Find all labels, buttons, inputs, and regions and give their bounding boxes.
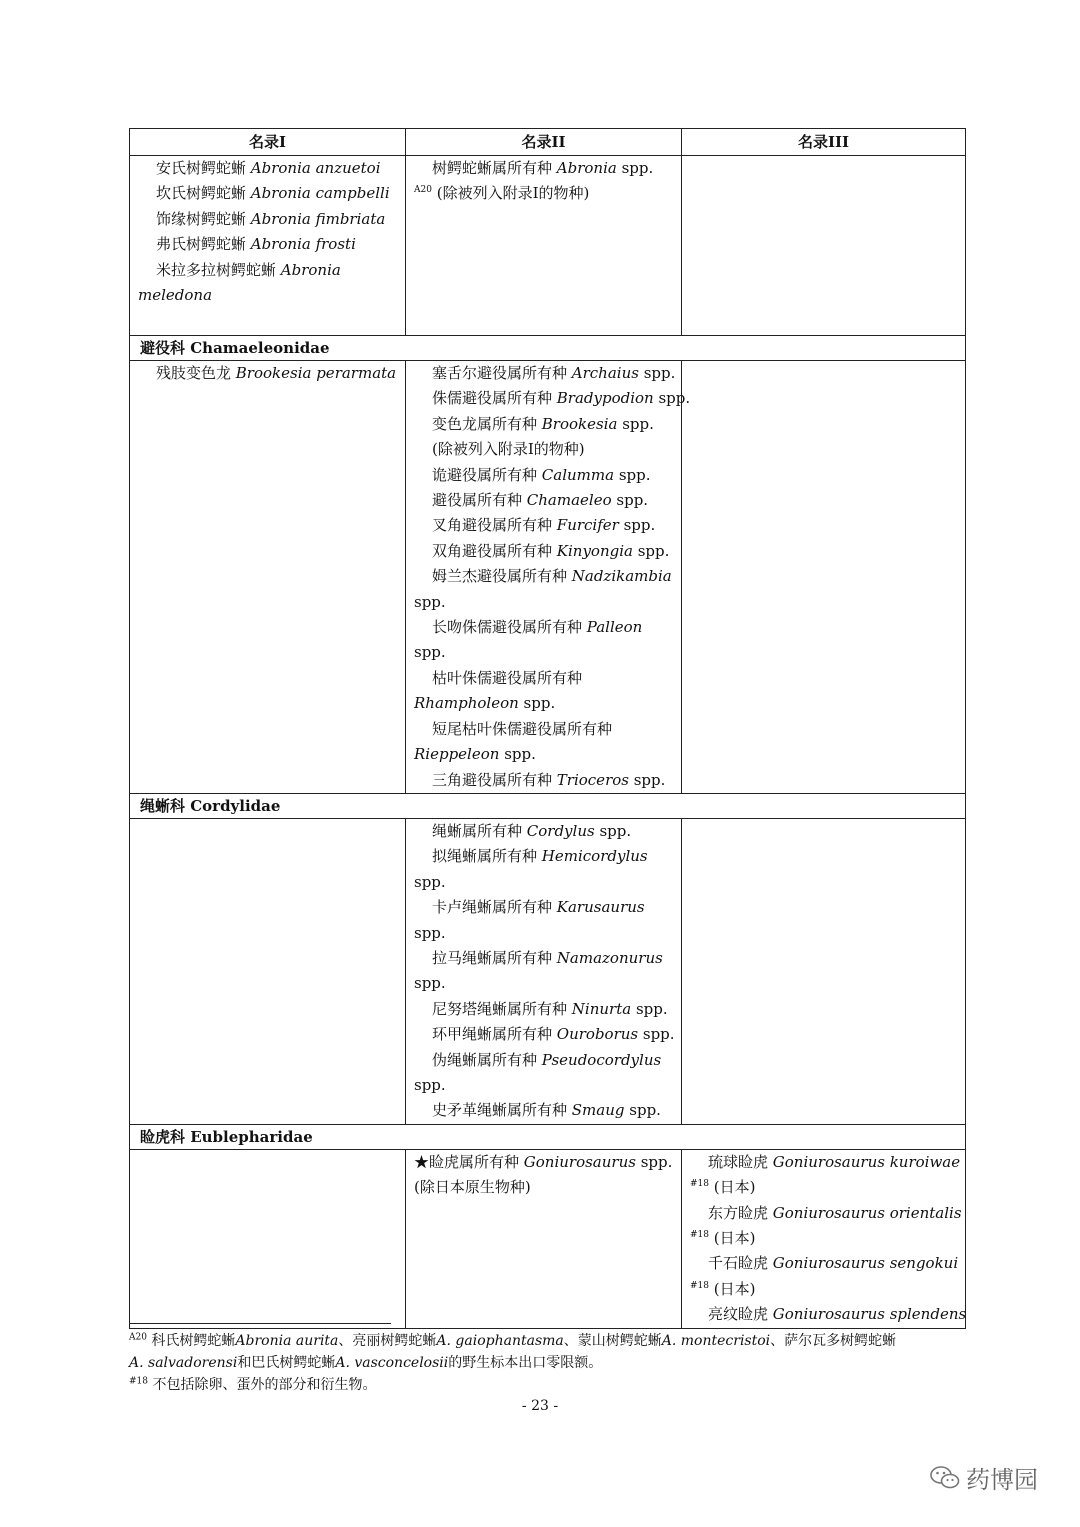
list-item: 拉马绳蜥属所有种 Namazonurus: [432, 948, 663, 967]
eublepharidae-appendix-2-cell: [406, 1149, 682, 1328]
list-item: $^{A20}$ (除被列入附录I的物种): [414, 184, 590, 203]
header-appendix-3: 名录III: [682, 129, 966, 156]
list-item: 史矛革绳蜥属所有种 Smaug spp.: [432, 1101, 661, 1120]
list-item: 侏儒避役属所有种 Bradypodion spp.: [432, 389, 691, 408]
abronia-appendix-1-cell: [130, 156, 406, 336]
table-header-row: [130, 129, 966, 156]
list-item: spp.: [414, 974, 446, 993]
list-item: $^{\#18}$ (日本): [690, 1178, 756, 1197]
list-item: 避役属所有种 Chamaeleo spp.: [432, 491, 649, 510]
list-item: 叉角避役属所有种 Furcifer spp.: [432, 516, 656, 535]
list-item: Rhampholeon spp.: [414, 694, 556, 713]
list-item: 变色龙属所有种 Brookesia spp.: [432, 414, 654, 433]
list-item: 琉球睑虎 Goniurosaurus kuroiwae: [708, 1152, 961, 1171]
cites-appendix-table: [129, 128, 966, 1329]
family-heading: 避役科 Chamaeleonidae: [130, 336, 966, 361]
family-heading: 绳蜥科 Cordylidae: [130, 793, 966, 818]
watermark-text: 药博园: [966, 1466, 1038, 1494]
footnotes: [129, 1330, 959, 1396]
list-item: 尼努塔绳蜥属所有种 Ninurta spp.: [432, 999, 668, 1018]
list-item: (除被列入附录I的物种): [432, 440, 585, 459]
table-row: [130, 1149, 966, 1328]
list-item: 姆兰杰避役属所有种 Nadzikambia: [432, 567, 672, 586]
list-item: spp.: [414, 872, 446, 891]
list-item: 亮纹睑虎 Goniurosaurus splendens: [708, 1305, 967, 1324]
chamaeleonidae-appendix-2-cell: [406, 361, 691, 794]
table-row: [130, 156, 966, 336]
list-item: 伪绳蜥属所有种 Pseudocordylus: [432, 1050, 662, 1069]
list-item: spp.: [414, 592, 446, 611]
wechat-icon: [930, 1465, 960, 1491]
list-item: 诡避役属所有种 Calumma spp.: [432, 465, 651, 484]
table-row: [130, 818, 966, 1124]
list-item: 东方睑虎 Goniurosaurus orientalis: [708, 1203, 962, 1222]
list-item: 拟绳蜥属所有种 Hemicordylus: [432, 847, 648, 866]
list-item: 卡卢绳蜥属所有种 Karusaurus: [432, 898, 645, 917]
list-item: 短尾枯叶侏儒避役属所有种: [432, 719, 613, 738]
list-item: $^{\#18}$ (日本): [690, 1279, 756, 1298]
family-row: [130, 793, 966, 818]
list-item: 长吻侏儒避役属所有种 Palleon: [432, 618, 643, 637]
list-item: Rieppeleon spp.: [414, 745, 536, 764]
header-appendix-1: 名录I: [130, 129, 406, 156]
family-row: [130, 336, 966, 361]
footnote-18: $^{\#18}$ 不包括除卵、蛋外的部分和衍生物。: [129, 1376, 377, 1393]
list-item: 安氏树鳄蛇蜥 Abronia anzuetoi: [156, 159, 381, 177]
chamaeleonidae-appendix-3-cell: [682, 361, 966, 794]
chamaeleonidae-appendix-1-cell: [130, 361, 406, 794]
list-item: (除日本原生物种): [414, 1178, 531, 1197]
list-item: 千石睑虎 Goniurosaurus sengokui: [708, 1254, 959, 1273]
cordylidae-appendix-2-cell: [406, 818, 682, 1124]
footnote-ref: A20: [414, 185, 432, 196]
list-item: 弗氏树鳄蛇蜥 Abronia frosti: [156, 235, 356, 254]
list-item: 米拉多拉树鳄蛇蜥 Abronia: [156, 260, 341, 279]
list-item: 饰缘树鳄蛇蜥 Abronia fimbriata: [156, 209, 386, 228]
abronia-appendix-2-cell: [406, 156, 682, 336]
footnote-a20-cont: A. salvadorensi和巴氏树鳄蛇蜥A. vasconcelosii的野生标本出口零限额。: [129, 1355, 603, 1371]
table-row: [130, 361, 966, 794]
family-heading: 睑虎科 Eublepharidae: [130, 1124, 966, 1149]
list-item: 树鳄蛇蜥属所有种 Abronia spp.: [432, 159, 654, 177]
abronia-appendix-3-cell: [682, 156, 966, 336]
eublepharidae-appendix-1-cell: [130, 1149, 406, 1328]
list-item: spp.: [414, 1075, 446, 1094]
list-item: 绳蜥属所有种 Cordylus spp.: [432, 821, 632, 840]
watermark: [930, 1460, 1038, 1495]
family-row: [130, 1124, 966, 1149]
list-item: 塞舌尔避役属所有种 Archaius spp.: [432, 364, 676, 382]
page-number: - 23 -: [521, 1398, 559, 1414]
cordylidae-appendix-1-cell: [130, 818, 406, 1124]
list-item: 残肢变色龙 Brookesia perarmata: [156, 364, 397, 382]
list-item: meledona: [138, 286, 213, 305]
header-appendix-2: 名录II: [406, 129, 682, 156]
list-item: 坎氏树鳄蛇蜥 Abronia campbelli: [156, 184, 390, 203]
list-item: spp.: [414, 923, 446, 942]
footnote-a20: $^{A20}$ 科氏树鳄蛇蜥Abronia aurita、亮丽树鳄蛇蜥A. gaiophantasma、蒙山树鳄蛇蜥A. montecristoi、萨尔瓦多树鳄蛇蜥: [129, 1332, 897, 1349]
list-item: spp.: [414, 643, 446, 662]
list-item: 双角避役属所有种 Kinyongia spp.: [432, 541, 670, 560]
footnote-divider: [129, 1323, 391, 1324]
list-item: 枯叶侏儒避役属所有种: [432, 668, 583, 687]
eublepharidae-appendix-3-cell: [682, 1149, 966, 1328]
list-item: ★睑虎属所有种 Goniurosaurus spp.: [414, 1152, 673, 1171]
list-item: 三角避役属所有种 Trioceros spp.: [432, 770, 666, 789]
cordylidae-appendix-3-cell: [682, 818, 966, 1124]
list-item: $^{\#18}$ (日本): [690, 1229, 756, 1247]
list-item: 环甲绳蜥属所有种 Ouroborus spp.: [432, 1025, 675, 1044]
